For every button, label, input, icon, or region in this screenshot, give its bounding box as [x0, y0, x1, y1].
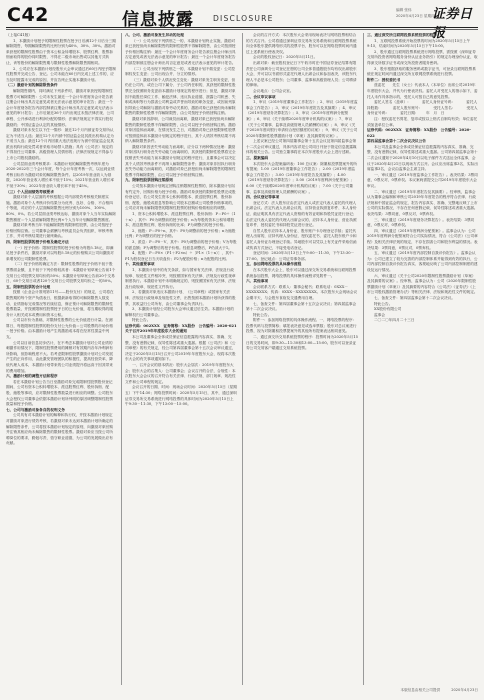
section-heading: 五、参加网络投票的具体操作流程 — [246, 262, 302, 267]
section-title: 信息披露 — [122, 10, 194, 30]
article-column-2 — [125, 33, 237, 688]
article-paragraph: 2、公司应在本激励计划经股东大会审议通过后60日内授予限制性股票并完成公告、登记。公司未能在60日内完成上述工作的，应当及时披露未完成的原因，并宣告终止实施本激励计划。 — [6, 66, 116, 82]
article-paragraph: 自然人股东应持本人身份证、股东账户卡办理登记手续；委托代理人出席的，应持代理人身份证、授权委托书、委托人股东账户卡和委托人身份证办理登记手续。异地股东可以凭以上有关证件采取信函或传真方式登记，不接受电话登记。 — [246, 228, 357, 250]
article-paragraph: 1、本激励计划授予的限制性股票在授予日后满12个月后分三期解除限售，每期解除限售的比例分别为40%、30%、30%。激励对象获授的限制性股票由于资本公积金转增股本、股票红利、股票拆细而取得的股份同时限售，不得在二级市场出售或以其他方式转让，该等股份的解除限售期与限制性股票解除限售期相同。 — [6, 38, 116, 65]
article-paragraph: 2、缩股：P＝P0÷n，其中：P0为调整前的授予价格；n为缩股比例；P为调整后的授予价格。 — [125, 228, 236, 239]
article-paragraph: 公司以目前信息初步估计，在不考虑本激励计划对公司业绩的刺激作用情况下，限制性股票费用的摊销对有效期内各年净利润有所影响，但影响程度不大。若考虑限制性股票激励计划对公司发展产生的正向作用，由此激发管理团队的积极性，提高经营效率，降低代理人成本，本激励计划带来的公司业绩提升将远高于因其带来的费用增加。 — [6, 340, 113, 373]
article-paragraph: 在本次股东大会上，股东可以通过深交所交易系统和互联网投票系统参加投票，网络投票的具体操作流程详见附件一。 — [246, 267, 357, 278]
article-paragraph: 激励对象个人层面的考核根据公司内部绩效考核相关制度实施。激励对象个人考核评价结果分为优秀、良好、合格、不合格四个等级，对应的个人层面解除限售比例分别为100%、100%、80%、0%。若公司层面业绩考核达标，激励对象个人当年实际解除限售额度＝个人层面解除限售比例×个人当年计划解除限售额度。 — [6, 195, 116, 222]
article-paragraph: 登记时间：2020年5月13日上午9:00－11:30，下午13:30－17:00。登记地点：公司证券事务部。 — [246, 251, 355, 261]
article-paragraph: 五、审议通过《2019年度内部控制自我评价报告》。监事会认为：公司已建立了较为完善的内部控制体系并能得到有效的执行，公司内部控制自我评价报告真实、客观地反映了公司内部控制制度的建设及运行情况。 — [367, 251, 478, 272]
article-paragraph: 公司具有对本激励计划的解释和执行权，并按本激励计划规定对激励对象进行绩效考核，若激励对象未达到本激励计划所确定的解除限售条件，公司将按本激励计划规定的原则，向激励对象回购并注销其相应尚未解除限售的限制性股票。激励对象应当按公司所聘岗位的要求，勤勉尽责、恪守职业道德，为公司的发展做出应有贡献。 — [6, 413, 113, 446]
article-paragraph: 2、股东通过互联网投票系统进行网络投票，需按照《深圳证券交易所投资者网络服务身份认证业务指引》的规定办理身份认证，取得深交所数字证书或深交所投资者服务密码。 — [367, 49, 478, 65]
column-divider — [242, 33, 243, 685]
section-heading: 三、通过深交所互联网投票系统投票的程序 — [367, 33, 438, 37]
article-paragraph: 激励对象因丧失劳动能力而离职，应分以下两种情况处理：激励对象因执行职务丧失劳动能力而离职的，其获授的限制性股票将完全按照丧失劳动能力前本激励计划规定的程序进行，且董事会可以决定其个人绩效考核条件不再纳入解除限售条件；激励对象非因执行职务丧失劳动能力而离职的，对激励对象已获授但尚未解除限售的限制性股票不得解除限售，由公司以授予价格回购注销。 — [125, 144, 236, 177]
section-heading: 六、其他事项 — [246, 279, 269, 284]
section-heading: 附件二：授权委托书 — [367, 77, 401, 82]
article-paragraph: 六、审议通过《关于公司2020年限制性股票激励计划（草案）及其摘要的议案》。经审核，监事会认为：公司《2020年限制性股票激励计划（草案）》及其摘要的内容符合《公司法》《证券法》《上市公司股权激励管理办法》等相关法律、法规和规范性文件的规定。 — [367, 273, 478, 295]
article-paragraph: （三）激励对象个人情况发生变化：激励对象发生职务变更，但仍在公司内，或在公司下属分、子公司内任职的，其获授的限制性股票完全按照职务变更前本激励计划规定的程序进行；但是，激励对象因不能胜任岗位工作、触犯法律、违反执业道德、泄露公司机密、失职或渎职等行为损害公司利益或声誉而导致的职务变更，或因前列原因导致公司解除与激励对象劳动关系的，激励对象已获授但尚未解除限售的限制性股票不得解除限售，由公司按授予价格回购注销。 — [125, 77, 236, 116]
article-paragraph: 监事会 — [374, 312, 386, 317]
article-paragraph: （上接C41版） — [6, 33, 32, 37]
article-paragraph: 会议的股权登记日：2020年5月11日。 — [253, 55, 318, 60]
article-paragraph: 四、审议通过《2019年度利润分配预案》。监事会认为：公司2019年度利润分配预案符合公司实际情况，符合《公司法》《公司章程》及相关法律法规的规定，不存在损害公司和股东利益的情况。表决结果：3票同意，0票反对，0票弃权。 — [367, 228, 478, 250]
article-paragraph: 若在本激励计划公告当日至激励对象完成限制性股票股份登记期间，公司有资本公积转增股本、派送股票红利、股份拆细、配股、缩股等事项，应对限制性股票数量进行相应的调整。公司股东大会授权公司董事会依据本激励计划所列明的原因调整限制性股票数量和授予价格。 — [6, 379, 113, 407]
article-paragraph: 本公司及董事会全体成员保证信息披露的内容真实、准确、完整，没有虚假记载、误导性陈述或重大遗漏。根据《公司法》和《公司章程》的有关规定，经公司第四届董事会第十五次会议审议通过，决定于2020年5月15日召开公司2019年年度股东大会，现将本次股东大会的有关事项通知如下。 — [125, 335, 236, 362]
section-heading: 证券代码：002XXX 证券简称：XX股份 公告编号：2020-021 — [125, 323, 237, 328]
section-heading: 二、会议审议事项 — [246, 94, 276, 99]
article-column-3 — [246, 33, 358, 688]
column-divider — [121, 33, 122, 685]
article-column-1 — [6, 33, 116, 688]
article-paragraph: 2、若激励对象违反本激励计划、《公司章程》或国家有关法律、法规及行政规章及规范性文件，出售按照本激励计划所获得的股票，其收益归公司所有，由公司董事会负责执行。 — [125, 290, 236, 306]
section-heading: （三）个人层面绩效考核要求 — [6, 189, 54, 194]
article-paragraph: 3、股东根据获取的服务密码或数字证书，可登录互联网投票系统在规定时间内通过深交所互联网投票系统进行投票。 — [367, 66, 476, 77]
section-heading: 八、公司、激励对象发生异动的处理 — [125, 33, 184, 37]
header-rule — [6, 27, 478, 28]
page-footer — [6, 688, 478, 698]
article-paragraph: 七、备查文件：第四届监事会第十二次会议决议。 — [374, 295, 456, 300]
article-paragraph: （一）公司出现下列情形之一的，本激励计划终止实施，激励对象已获授但尚未解除限售的限制性股票不得解除限售，由公司按照授予价格回购注销：最近一个会计年度财务会计报告被注册会计师出具否定意见或者无法表示意见的审计报告；最近一个会计年度财务报告内部控制被注册会计师出具否定意见或者无法表示意见的审计报告。 — [125, 38, 236, 65]
newspaper-logo: 证券日报 — [432, 7, 473, 41]
article-paragraph: 特此公告。 — [253, 312, 272, 317]
article-paragraph: 二〇二〇年四月二十三日 — [374, 318, 415, 323]
article-paragraph: 兹委托 先生（女士）代表本人（本单位）出席公司2019年年度股东大会，并代为行使表决权。委托人对受托人的指示如下，委托人未作具体指示的，受托人可按自己的意见投票。 — [367, 83, 478, 99]
article-paragraph: 按照《企业会计准则第11号——股份支付》的规定，公司将在限售期的每个资产负债表日，根据最新取得的可解除限售人数变动、业绩指标完成情况等后续信息，修正预计可解除限售的限制性股票数量，并按照限制性股票授予日的公允价值，将当期取得的服务计入相关成本或费用和资本公积。 — [6, 290, 114, 317]
article-paragraph: 本公司及监事会全体成员保证信息披露的内容真实、准确、完整，没有虚假记载、误导性陈述或重大遗漏。公司第四届监事会第十二次会议通知于2020年4月10日以电子邮件方式送达全体监事，会议于2020年4月21日以现场方式召开。会议应出席监事3名，实际出席监事3名，会议由监事会主席主持。 — [367, 144, 478, 172]
article-paragraph: 1、审议《2019年度董事会工作报告》；2、审议《2019年度监事会工作报告》；3、审议《2019年年度报告及其摘要》；4、审议《2019年度财务决算报告》；5、审议《2019年度利润分配预案》；6、审议《关于续聘2020年度审计机构的议案》；7、审议《关于公司董事、监事及高级管理人员薪酬的议案》；8、审议《关于2020年度向银行申请综合授信额度的议案》；9、审议《关于公司2020年限制性股票激励计划（草案）及其摘要的议案》。 — [246, 100, 358, 138]
article-paragraph: 三、审议通过《2019年度财务决算报告》。表决结果：3票同意，0票反对，0票弃权。 — [367, 217, 475, 228]
article-paragraph: （一）授予价格：限制性股票的授予价格为每股5.18元，即满足授予条件后，激励对象可以每股5.18元的价格购买公司向激励对象增发的公司限制性股票。 — [6, 245, 114, 261]
article-paragraph: 登记方式：法人股东应由法定代表人或法定代表人委托的代理人出席会议。法定代表人出席会议的，应持营业执照复印件、本人身份证、能证明其具有法定代表人资格的有效证明和持股凭证进行登记；由法定代表人委托的代理人出席会议的，应持本人身份证、营业执照复印件、授权委托书和持股凭证进行登记。 — [246, 200, 357, 228]
article-paragraph: 1、资本公积转增股本、派送股票红利、股份拆细：P＝P0÷（1＋n），其中：P0为调整前的授予价格；n为每股的资本公积转增股本、派送股票红利、股份拆细的比率；P为调整后的授予价格。 — [125, 212, 236, 228]
article-paragraph: 1、互联网投票系统开始投票的时间为2020年5月15日上午9:15，结束时间为2020年5月15日下午15:00。 — [367, 38, 471, 49]
section-heading: 证券代码：002XXX 证券简称：XX股份 公告编号：2020-022 — [367, 128, 471, 138]
article-paragraph: 附件一：参加网络投票的具体操作流程。一、网络投票的程序：投票代码与投票简称；填报表决意见或选举票数；股东对总议案进行投票，视为对除累积投票提案外的其他所有提案表达相同意见。 — [246, 318, 357, 334]
article-paragraph: （二）授予价格的确定方法：限制性股票的授予价格不低于股票票面金额，且不低于下列价格较高者：本激励计划草案公告前1个交易日公司股票交易均价的50%；本激励计划草案公告前20个交易日、60个交易日或者120个交易日公司股票交易均价之一的50%。 — [6, 262, 116, 284]
section-heading: 第四届监事会第十二次会议决议公告 — [367, 139, 426, 144]
article-paragraph: 3、本激励计划经公司股东大会审议通过后生效。本激励计划的解释权归公司董事会。 — [125, 307, 234, 317]
article-paragraph: 注：授权委托书剪报、复印或按以上格式自制均有效；单位委托须加盖单位公章。 — [367, 116, 478, 127]
article-paragraph: 公司以市价为基础，对限制性股票的公允价值进行计量。在测算日，每股限制性股票的股份支付公允价值＝公司股票的市场价格－授予价格。由本激励计划产生的激励成本将在经常性损益中列支。 — [6, 318, 113, 340]
section-heading: 九、限制性股票回购注销原则 — [125, 178, 173, 183]
article-paragraph: 公司按本激励计划规定回购注销限制性股票的，除本激励计划另有约定外，回购价格为授予价格。激励对象获授的限制性股票完成股份登记后，若公司发生资本公积转增股本、派送股票红利、股份拆细、配股、缩股或派息等影响公司股本总额或公司股票价格事项的，公司应对尚未解除限售的限制性股票的回购价格做相应的调整。 — [125, 184, 236, 211]
article-paragraph: 解除限售期内，同时满足下列条件时，激励对象获授的限制性股票方可解除限售：公司未发生最近一个会计年度财务会计报告被注册会计师出具否定意见或者无法表示意见的审计报告；最近一个会计年度财务报告内部控制被注册会计师出具否定意见或无法表示意见的审计报告；上市后最近36个月内出现过未按法律法规、公司章程、公开承诺进行利润分配的情形；法律法规规定不得实行股权激励的；中国证监会认定的其他情形。 — [6, 88, 114, 127]
section-heading: 四、限制性股票的授予价格及确定方法 — [6, 239, 69, 244]
article-paragraph: 本次股东大会提案编码表：100 总议案：除累积投票提案外的所有提案；1.00《2019年度董事会工作报告》；2.00《2019年度监事会工作报告》；3.00《2019年年度报告及其摘要》；4.00《2019年度财务决算报告》；5.00《2019年度利润分配预案》；6.00《关于续聘2020年度审计机构的议案》；7.00《关于公司董事、监事及高级管理人员薪酬的议案》。 — [246, 161, 358, 194]
article-paragraph: 激励对象未发生以下任一情形：最近12个月内被证券交易所认定为不适当人选；最近12个月内被中国证监会及其派出机构认定为不适当人选；最近12个月内因重大违法违规行为被中国证监会及其派出机构行政处罚或者采取市场禁入措施；具有《公司法》规定的不得担任公司董事、高级管理人员情形的；法律法规规定不得参与上市公司股权激励的。 — [6, 128, 114, 161]
article-paragraph: 激励对象考核当年不能解除限售的限制性股票，由公司按授予价格回购注销。公司董事会薪酬与考核委员会负责组织、审核考核工作，并对考核结果进行最终确认。 — [6, 223, 113, 239]
issue-date: 2020年4月23日 星期四 — [396, 14, 435, 18]
article-paragraph: 七、备查文件：第四届董事会第十五次会议决议；第四届监事会第十二次会议决议。 — [246, 301, 357, 312]
article-paragraph: 上述议案已经公司第四届董事会第十五次会议及第四届监事会第十二次会议审议通过，具体内容详见公司同日刊登于指定信息披露媒体的相关公告。公司独立董事将在本次年度股东大会上进行述职。 — [246, 139, 357, 155]
section-heading: 三、提案编码 — [246, 156, 269, 161]
article-paragraph: 3、派息：P＝P0－V，其中：P0为调整前的授予价格；V为每股的派息额；P为调整后的授予价格。经派息调整后，P仍须大于1。 — [125, 239, 237, 250]
article-paragraph: 激励对象因辞职、公司裁员而离职，激励对象已获授但尚未解除限售的限制性股票不得解除限售，由公司以授予价格回购注销。激励对象因退休而离职，在情况发生之日，对激励对象已获授限制性股票可按照退休前本激励计划规定的程序进行，其个人绩效考核结果不再纳入解除限售条件。 — [125, 116, 236, 144]
column-divider — [363, 33, 364, 685]
article-paragraph: 公司层面业绩考核要求：本激励计划的解除限售考核年度为2020-2022年三个会计年度，每个会计年度考核一次，以达到业绩考核目标作为激励对象的解除限售条件。以2019年营业收入为基数，2020年营业收入增长率不低于15%；2021年营业收入增长率不低于30%；2022年营业收入增长率不低于45%。 — [6, 161, 115, 189]
article-paragraph: （二）公司出现下列情形之一的，本激励计划不做变更：公司控制权发生变更；公司出现合并、分立的情形。 — [125, 66, 236, 77]
article-column-4 — [367, 33, 478, 688]
section-heading: 七、公司与激励对象各自的权利义务 — [6, 407, 65, 412]
article-paragraph: 会议联系方式：联系人：董事会秘书；联系电话：0XXX－XXXXXXXX；传真：0XXX－XXXXXXXX。本次股东大会现场会议会期半天，与会股东食宿及交通费用自理。 — [246, 284, 358, 300]
article-paragraph: 4、配股：P＝P0×（P1＋P2×n）÷［P1×（1＋n）］，其中：P1为股权登记日当天收盘价；P2为配股价格；n为配股的比例。 — [125, 251, 237, 261]
article-paragraph: 一、审议通过《2019年度监事会工作报告》。表决结果：3票同意，0票反对，0票弃权。本议案尚需提交公司2019年年度股东大会审议。 — [367, 172, 478, 189]
section-subtitle: DISCLOSURE — [213, 14, 274, 23]
footer-note: 本版信息由相关公司提供 — [400, 688, 441, 692]
article-paragraph: 二、审议通过《2019年年度报告及其摘要》。经审核，监事会认为董事会编制和审核公司2019年年度报告的程序符合法律、行政法规和中国证监会的规定，报告内容真实、准确、完整地反映了上市公司的实际情况，不存在任何虚假记载、误导性陈述或者重大遗漏。表决结果：3票同意，0票反对，0票弃权。 — [367, 189, 478, 216]
section-heading: 十、其他重要事项 — [125, 262, 155, 267]
article-paragraph: 特此公告。 — [374, 301, 393, 306]
article-paragraph: 一、召开会议的基本情况：股东大会届次：2019年年度股东大会；股东大会的召集人：公司董事会；会议召开的合法、合规性：本次股东大会会议的召开符合有关法律、行政法规、部门规章、规范性文件和公司章程的规定。 — [125, 363, 236, 384]
article-paragraph: 会议召开的日期、时间：现场会议时间：2020年5月15日（星期五）下午14:30；网络投票时间：2020年5月15日，其中，通过深圳证券交易所交易系统进行网络投票的具体时间为2020年5月15日上午9:30－11:30，下午13:00－15:00。 — [125, 385, 237, 407]
footer-date: 2020年4月23日 — [451, 688, 478, 692]
section-heading: （二）激励计划的解除限售条件 — [6, 83, 58, 88]
article-paragraph: 特此公告。 — [132, 318, 151, 323]
article-paragraph: 二、通过深交所交易系统投票的程序：投票时间为2020年5月15日的交易时间，即9:30—11:30和13:00—15:00。股东可以登录证券公司交易客户端通过交易系统投票。 — [246, 335, 358, 351]
article-paragraph: 会议的召开方式：本次股东大会采用现场表决与网络投票相结合的方式召开。公司将通过深圳证券交易所交易系统和互联网投票系统向全体股东提供网络形式的投票平台，股东可以在网络投票时间内通过上述系统行使表决权。 — [246, 33, 357, 54]
article-paragraph: 出席对象：截至股权登记日下午收市时在中国证券登记结算有限责任公司深圳分公司登记在册的公司全体普通股股东均有权出席股东大会，并可以以书面形式委托代理人出席会议和参加表决，该股东代理人不必是本公司股东；公司董事、监事和高级管理人员；公司聘请的律师。 — [246, 60, 357, 88]
section-heading: 六、激励计划的调整方法和程序 — [6, 374, 58, 379]
article-paragraph: 委托人签名（盖章）： 委托人身份证号码： 委托人持股数： 委托人股东账号： 受托人签名： 受托人身份证号码： 委托日期： 年 月 日 — [367, 100, 478, 116]
article-paragraph: 1、本激励计划中的有关条款，如与国家有关法律、法规及行政规章、规范性文件相冲突，则按照国家有关法律、法规及行政性规章制度执行。本激励计划中未明确规定的，则按照国家有关法律、法规及行政规章、规范性文件执行。 — [125, 267, 236, 289]
section-heading: 关于召开2019年年度股东大会的通知 — [125, 329, 187, 334]
header-rule-thin — [6, 29, 478, 30]
article-paragraph: XX股份有限公司 — [374, 307, 402, 312]
editor-line: 编辑 张伟 — [396, 8, 412, 12]
page-number: C42 — [7, 4, 49, 26]
article-paragraph: 会议地点：公司会议室。 — [253, 88, 294, 93]
section-heading: 四、会议登记等事项 — [246, 195, 280, 200]
section-heading: 五、限制性股票的会计处理 — [6, 284, 51, 289]
